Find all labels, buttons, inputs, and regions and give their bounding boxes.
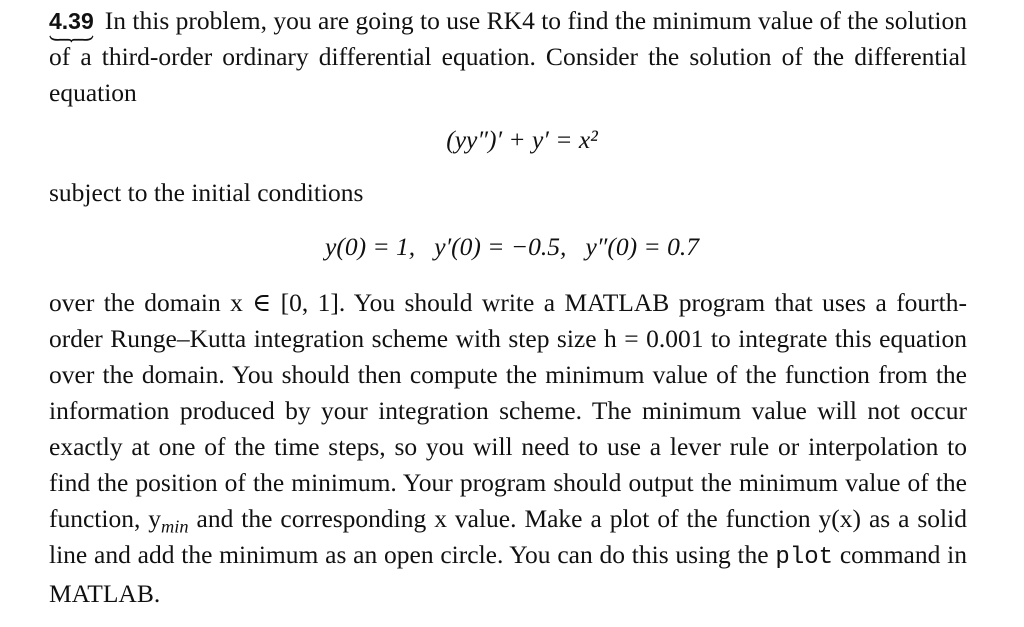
body-text-part3: command in MATLAB. bbox=[49, 540, 967, 608]
differential-equation: (yy″)′ + y′ = x² bbox=[446, 125, 598, 154]
problem-number bbox=[49, 8, 94, 34]
body-text-part2: and the corresponding x value. Make a plot of the function y(x) as a solid line and add the minimum as an open circle. You can do this using the bbox=[49, 504, 967, 569]
plot-code-word: plot bbox=[775, 544, 834, 571]
initial-conditions: y(0) = 1, y′(0) = −0.5, y″(0) = 0.7 bbox=[325, 232, 699, 261]
body-text-part1: over the domain x ∈ [0, 1]. You should write a MATLAB program that uses a fourth-order Runge–Kutta integration scheme with step size h = 0.001 to integrate this equation over the domain. You should then compute the minimum value of the function from the information produced by your integration scheme. The minimum value will not occur exactly at one of the time steps, so you will need to use a lever rule or interpolation to find the position of the minimum. Your program should output the minimum value of the function, y bbox=[49, 288, 967, 533]
y-min-subscript: min bbox=[161, 516, 189, 537]
problem-body-paragraph bbox=[49, 285, 967, 612]
conditions-intro: subject to the initial conditions bbox=[49, 178, 364, 207]
problem-number-text: 4.39 bbox=[49, 8, 94, 34]
underbrace-mark bbox=[49, 35, 94, 43]
problem-intro-text: In this problem, you are going to use RK4 to find the minimum value of the solution of a third-order ordinary differential equation. Consider the solution of the differential equation bbox=[49, 6, 967, 107]
problem-intro-paragraph bbox=[49, 3, 967, 111]
